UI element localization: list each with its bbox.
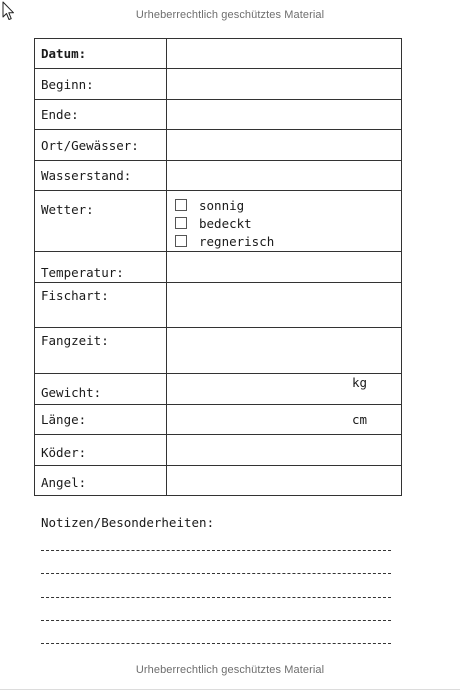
row-datum xyxy=(35,39,402,69)
label-fangzeit: Fangzeit: xyxy=(35,328,167,374)
row-wetter xyxy=(35,191,402,252)
field-fischart[interactable] xyxy=(167,283,402,328)
row-fischart xyxy=(35,283,402,328)
field-ende[interactable] xyxy=(167,100,402,130)
field-beginn[interactable] xyxy=(167,69,402,100)
weather-option-sonnig[interactable] xyxy=(173,196,395,214)
field-angel[interactable] xyxy=(167,466,402,496)
field-ort-gewaesser[interactable] xyxy=(167,130,402,161)
row-temperatur xyxy=(35,252,402,283)
weather-label-regnerisch: regnerisch xyxy=(199,233,275,249)
notes-line[interactable] xyxy=(41,597,391,598)
label-angel: Angel: xyxy=(35,466,167,496)
weather-label-bedeckt: bedeckt xyxy=(199,215,252,231)
field-laenge[interactable] xyxy=(167,405,402,435)
weather-option-bedeckt[interactable] xyxy=(173,214,395,232)
checkbox-bedeckt[interactable] xyxy=(175,217,187,229)
label-ende: Ende: xyxy=(35,100,167,130)
page-divider xyxy=(0,689,460,690)
row-fangzeit xyxy=(35,328,402,374)
notes-line[interactable] xyxy=(41,643,391,644)
unit-kg: kg xyxy=(351,374,367,390)
field-gewicht[interactable] xyxy=(167,374,402,405)
notes-line[interactable] xyxy=(41,620,391,621)
row-angel xyxy=(35,466,402,496)
row-koeder xyxy=(35,435,402,466)
row-ort xyxy=(35,130,402,161)
checkbox-sonnig[interactable] xyxy=(175,199,187,211)
label-ort-gewaesser: Ort/Gewässer: xyxy=(35,130,167,161)
label-temperatur: Temperatur: xyxy=(35,252,167,283)
field-wasserstand[interactable] xyxy=(167,161,402,191)
notes-line[interactable] xyxy=(41,573,391,574)
weather-label-sonnig: sonnig xyxy=(199,197,245,213)
field-koeder[interactable] xyxy=(167,435,402,466)
label-wetter: Wetter: xyxy=(35,191,167,252)
label-koeder: Köder: xyxy=(35,435,167,466)
label-wasserstand: Wasserstand: xyxy=(35,161,167,191)
label-datum: Datum: xyxy=(35,39,167,69)
notes-title: Notizen/Besonderheiten: xyxy=(41,515,215,530)
weather-option-regnerisch[interactable] xyxy=(173,232,395,250)
label-gewicht: Gewicht: xyxy=(35,374,167,405)
field-wetter xyxy=(167,191,402,252)
checkbox-regnerisch[interactable] xyxy=(175,235,187,247)
fishing-log-table xyxy=(34,38,402,496)
unit-cm: cm xyxy=(351,412,367,427)
field-datum[interactable] xyxy=(167,39,402,69)
weather-options xyxy=(173,196,395,250)
field-temperatur[interactable] xyxy=(167,252,402,283)
field-fangzeit[interactable] xyxy=(167,328,402,374)
label-laenge: Länge: xyxy=(35,405,167,435)
row-beginn xyxy=(35,69,402,100)
row-laenge xyxy=(35,405,402,435)
label-fischart: Fischart: xyxy=(35,283,167,328)
notes-line[interactable] xyxy=(41,550,391,551)
label-beginn: Beginn: xyxy=(35,69,167,100)
copyright-watermark-top: Urheberrechtlich geschütztes Material xyxy=(135,9,325,21)
row-gewicht xyxy=(35,374,402,405)
row-ende xyxy=(35,100,402,130)
copyright-watermark-bottom: Urheberrechtlich geschütztes Material xyxy=(135,664,325,676)
row-wasserstand xyxy=(35,161,402,191)
